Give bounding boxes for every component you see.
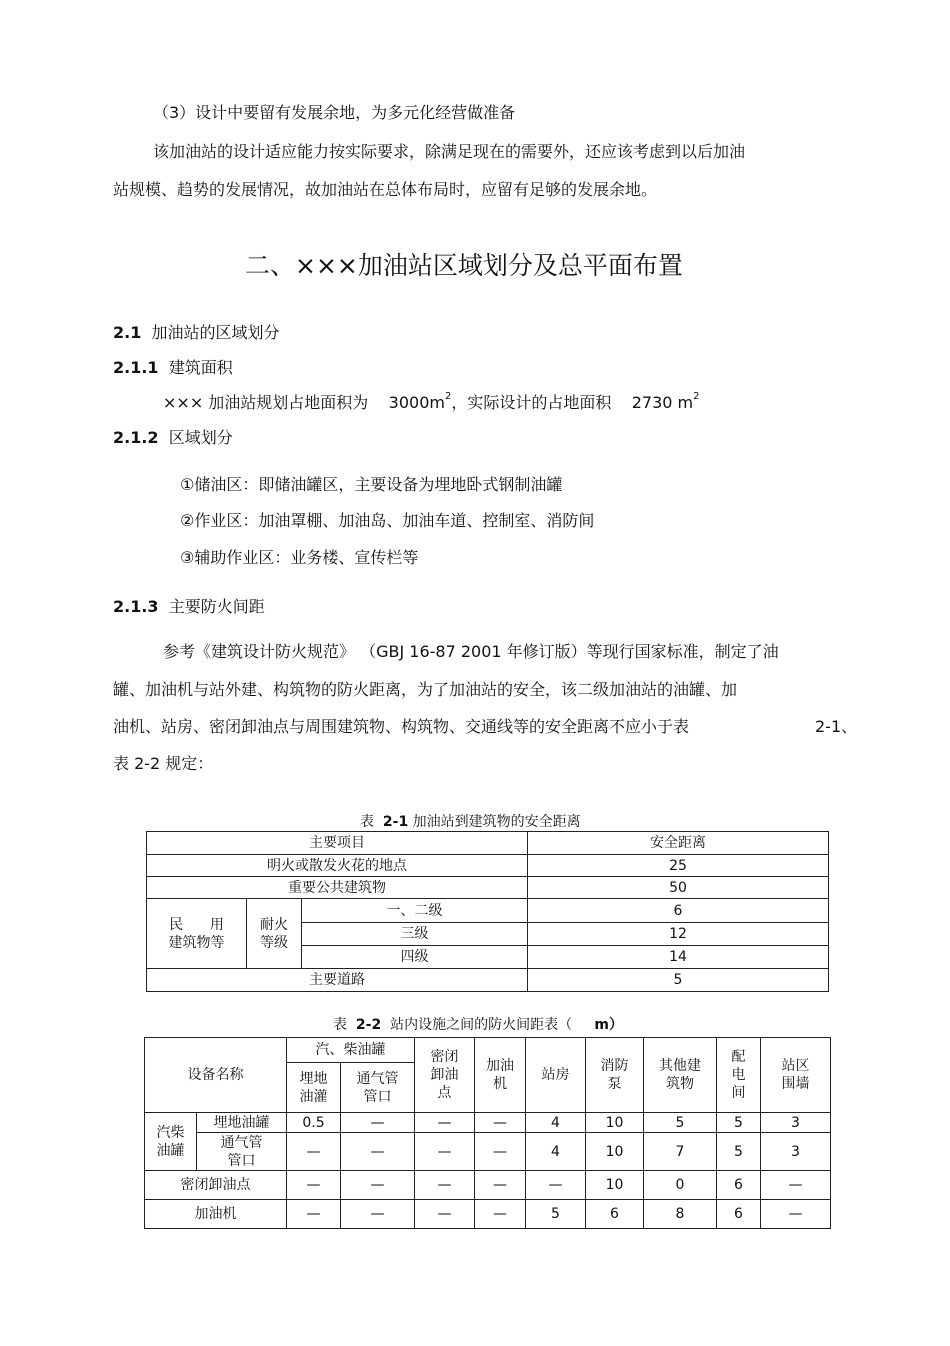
row-label: 主要道路 <box>147 969 528 992</box>
ref-line-2: 罐、加油机与站外建、构筑物的防火距离，为了加油站的安全，该二级加油站的油罐、加 <box>113 680 738 699</box>
header-buried-tank <box>287 1063 341 1113</box>
area-planned-sup: 2 <box>444 391 452 402</box>
row-label <box>197 1133 287 1171</box>
header-boundary-wall <box>761 1038 831 1113</box>
header-line: 点 <box>437 1085 452 1101</box>
cell: 7 <box>644 1133 717 1171</box>
header-station-house: 站房 <box>526 1038 586 1113</box>
header-line: 卸油 <box>430 1067 459 1083</box>
ref-line-4: 表 2-2 规定： <box>113 754 214 773</box>
header-other-buildings <box>644 1038 717 1113</box>
cell: 0.5 <box>287 1113 341 1133</box>
label-line: 管口 <box>227 1152 256 1169</box>
header-line: 围墙 <box>781 1076 810 1092</box>
heading-number: 2.1.3 <box>113 597 159 616</box>
header-line: 消防 <box>600 1058 629 1074</box>
cell: 4 <box>526 1133 586 1171</box>
cell: — <box>415 1133 475 1171</box>
table-2-caption <box>333 1016 623 1034</box>
row-value: 50 <box>528 877 829 899</box>
grade-label: 四级 <box>302 946 528 969</box>
cell: 3 <box>761 1113 831 1133</box>
cell: — <box>287 1200 341 1229</box>
header-line: 埋地 <box>299 1070 328 1087</box>
table-1-caption <box>360 813 581 831</box>
cell: — <box>761 1200 831 1229</box>
heading-number: 2.1.2 <box>113 428 159 447</box>
group-label <box>145 1113 197 1171</box>
grade-value: 14 <box>528 946 829 969</box>
table-row <box>147 969 829 992</box>
ref-line-3: 油机、站房、密闭卸油点与周围建筑物、构筑物、交通线等的安全距离不应小于表 <box>113 717 690 736</box>
cell: — <box>341 1133 415 1171</box>
table-row <box>147 877 829 899</box>
header-line: 站区 <box>781 1058 810 1074</box>
table-row <box>147 855 829 877</box>
cell: 5 <box>526 1200 586 1229</box>
grade-label: 一、二级 <box>302 899 528 923</box>
header-line: 密闭 <box>430 1049 459 1065</box>
caption-prefix: 表 <box>333 1017 347 1033</box>
area-planned: 3000m <box>388 393 445 412</box>
cell: 8 <box>644 1200 717 1229</box>
row-value: 25 <box>528 855 829 877</box>
heading-text: 区域划分 <box>168 428 233 447</box>
caption-text: 加油站到建筑物的安全距离 <box>412 814 581 830</box>
caption-unit: m） <box>594 1017 623 1033</box>
fire-spacing-table <box>144 1037 831 1229</box>
heading-2-1-1 <box>113 358 233 378</box>
cell: — <box>341 1113 415 1133</box>
header-line: 筑物 <box>666 1076 694 1092</box>
heading-2-1-3 <box>113 597 265 617</box>
group-line: 油罐 <box>156 1142 185 1159</box>
header-line: 泵 <box>607 1076 622 1092</box>
civil-line-1: 民 用 <box>169 916 224 933</box>
heading-number: 2.1 <box>113 323 142 342</box>
civil-line-2: 建筑物等 <box>168 934 225 951</box>
heading-2-1-2 <box>113 428 233 448</box>
civil-building-cell <box>147 899 247 969</box>
caption-number: 2-2 <box>355 1017 382 1033</box>
grade-value: 12 <box>528 923 829 946</box>
area-line <box>163 393 699 413</box>
header-tank-group: 汽、柴油罐 <box>287 1038 415 1063</box>
cell: 0 <box>644 1171 717 1200</box>
cell: 10 <box>586 1133 644 1171</box>
para-line-2: 站规模、趋势的发展情况，故加油站在总体布局时，应留有足够的发展余地。 <box>113 180 658 199</box>
cell: 10 <box>586 1113 644 1133</box>
cell: — <box>287 1133 341 1171</box>
cell: — <box>475 1171 526 1200</box>
header-line: 间 <box>731 1085 746 1101</box>
fire-line-2: 等级 <box>260 934 288 951</box>
row-label: 重要公共建筑物 <box>147 877 528 899</box>
header-vent-pipe <box>341 1063 415 1113</box>
table-row <box>145 1133 831 1171</box>
row-label: 明火或散发火花的地点 <box>147 855 528 877</box>
fire-rating-cell <box>247 899 302 969</box>
heading-text: 主要防火间距 <box>168 597 265 616</box>
header-item: 主要项目 <box>147 832 528 855</box>
zone-item: ③辅助作业区：业务楼、宣传栏等 <box>180 548 419 567</box>
table-header-row <box>147 832 829 855</box>
header-line: 机 <box>493 1076 507 1092</box>
para-item-3: （3）设计中要留有发展余地，为多元化经营做准备 <box>153 103 516 122</box>
heading-text: 加油站的区域划分 <box>151 323 280 342</box>
heading-2-1 <box>113 323 280 343</box>
row-value: 5 <box>528 969 829 992</box>
header-unload-point <box>415 1038 475 1113</box>
area-actual: 2730 m <box>631 393 694 412</box>
header-line: 其他建 <box>659 1058 701 1074</box>
cell: 10 <box>586 1171 644 1200</box>
group-line: 汽柴 <box>156 1124 185 1141</box>
header-line: 油灌 <box>299 1088 328 1105</box>
cell: — <box>526 1171 586 1200</box>
cell: 3 <box>761 1133 831 1171</box>
cell: 5 <box>717 1133 761 1171</box>
grade-label: 三级 <box>302 923 528 946</box>
table-header-row <box>145 1038 831 1063</box>
cell: — <box>415 1171 475 1200</box>
ref-line-3-end: 2-1、 <box>815 717 858 736</box>
cell: — <box>287 1171 341 1200</box>
caption-text: 站内设施之间的防火间距表（ <box>390 1017 573 1033</box>
cell: 5 <box>717 1113 761 1133</box>
header-dispenser <box>475 1038 526 1113</box>
zone-item: ①储油区：即储油罐区，主要设备为埋地卧式钢制油罐 <box>180 475 563 494</box>
heading-number: 2.1.1 <box>113 358 159 377</box>
label-line: 通气管 <box>220 1134 263 1151</box>
cell: — <box>475 1200 526 1229</box>
cell: — <box>415 1113 475 1133</box>
cell: 6 <box>586 1200 644 1229</box>
table-row <box>147 899 829 923</box>
cell: 6 <box>717 1200 761 1229</box>
table-row <box>145 1200 831 1229</box>
area-middle: ，实际设计的占地面积 <box>451 393 612 412</box>
cell: 6 <box>717 1171 761 1200</box>
section-title: 二、×××加油站区域划分及总平面布置 <box>245 251 683 280</box>
cell: — <box>415 1200 475 1229</box>
row-label: 加油机 <box>145 1200 287 1229</box>
header-line: 通气管 <box>356 1070 399 1087</box>
cell: 5 <box>644 1113 717 1133</box>
table-row <box>145 1113 831 1133</box>
caption-number: 2-1 <box>382 814 409 830</box>
zone-item: ②作业区：加油罩棚、加油岛、加油车道、控制室、消防间 <box>180 511 595 530</box>
header-line: 配 <box>731 1049 746 1065</box>
cell: — <box>341 1171 415 1200</box>
header-line: 加油 <box>486 1058 514 1074</box>
header-distance: 安全距离 <box>528 832 829 855</box>
heading-text: 建筑面积 <box>168 358 233 377</box>
area-actual-sup: 2 <box>693 391 700 402</box>
cell: — <box>341 1200 415 1229</box>
caption-prefix: 表 <box>360 814 374 830</box>
area-prefix: ××× 加油站规划占地面积为 <box>163 393 369 412</box>
ref-line-1: 参考《建筑设计防火规范》 （GBJ 16-87 2001 年修订版）等现行国家标准，制定了油 <box>163 642 779 661</box>
fire-line-1: 耐火 <box>260 916 288 933</box>
row-label: 埋地油罐 <box>197 1113 287 1133</box>
cell: — <box>761 1171 831 1200</box>
header-device-name: 设备名称 <box>145 1038 287 1113</box>
cell: — <box>475 1133 526 1171</box>
table-row <box>145 1171 831 1200</box>
header-line: 管口 <box>363 1088 392 1105</box>
cell: — <box>475 1113 526 1133</box>
safety-distance-table <box>146 831 829 992</box>
header-line: 电 <box>731 1067 746 1083</box>
row-label: 密闭卸油点 <box>145 1171 287 1200</box>
header-fire-pump <box>586 1038 644 1113</box>
cell: 4 <box>526 1113 586 1133</box>
para-line-1: 该加油站的设计适应能力按实际要求，除满足现在的需要外，还应该考虑到以后加油 <box>153 142 746 161</box>
header-power-room <box>717 1038 761 1113</box>
grade-value: 6 <box>528 899 829 923</box>
